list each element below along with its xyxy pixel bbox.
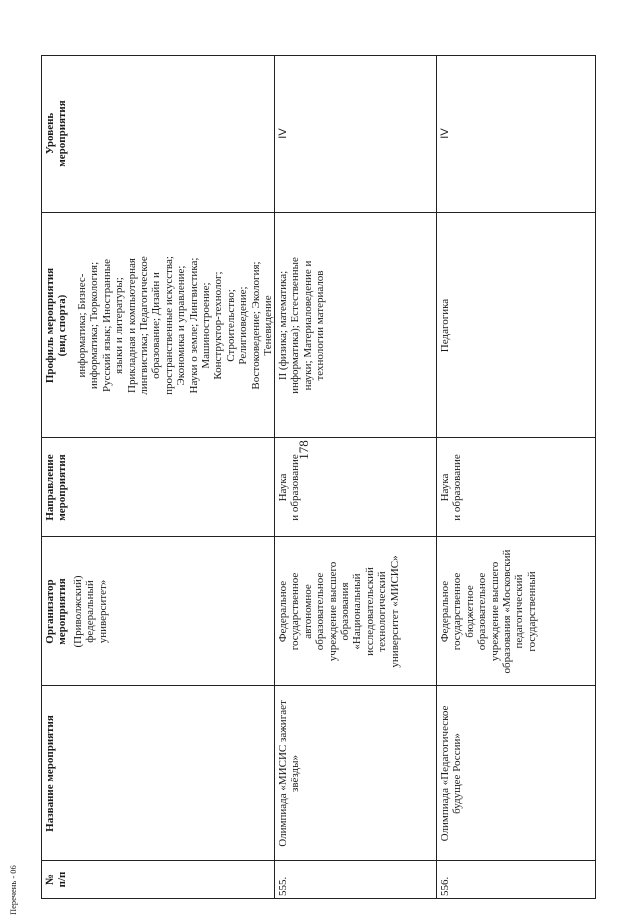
header-num: № п/п: [44, 871, 68, 888]
row555-organizer: Федеральное государственное автономное образовательное учреждение высшего образования «Национальный исследовательский технологический университет «МИСИС»: [277, 555, 401, 668]
row556-level: IV: [439, 128, 451, 139]
header-profile: Профиль мероприятия (вид спорта): [44, 267, 68, 384]
row555-direction: Наука и образование: [277, 454, 302, 521]
header-name: Название мероприятия: [44, 715, 56, 832]
row555-name: Олимпиада «МИСИС зажигает звёзды»: [277, 700, 302, 847]
row556-name: Олимпиада «Педагогическое будущее России»: [439, 705, 464, 842]
header-level: Уровень мероприятия: [44, 100, 68, 167]
row555-profile: II (физика; математика; информатика); Естественные науки; Материаловедение и технологии материалов: [277, 257, 327, 394]
events-table: [41, 55, 596, 899]
page-number: 178: [296, 440, 311, 460]
row556-direction: Наука и образование: [439, 454, 464, 521]
row-divider: [436, 56, 437, 898]
col-divider: [42, 860, 595, 861]
row556-profile: Педагогика: [439, 298, 451, 353]
footer-note: Перечень - 06: [8, 865, 18, 915]
row555-level: IV: [277, 128, 289, 139]
header-organizer: Организатор мероприятия: [44, 578, 68, 645]
row1-profile: информатика; Бизнес- информатика; Тюркология; Русский язык; Иностранные языки и литературы; Прикладная и компьютерная лингвистика; Педагогическое образование; Дизайн и пространственные искусства; Экономика и управление; Науки о земле; Лингвистика; Машиностроение; Конструктор-технолог; Строительство; Религиоведение; Востоковедение; Экология; Теневидение: [76, 256, 275, 395]
row555-num: 555.: [277, 876, 289, 896]
row556-num: 556.: [439, 876, 451, 896]
header-direction: Направление мероприятия: [44, 454, 68, 521]
row-divider: [274, 56, 275, 898]
row556-organizer: Федеральное государственное бюджетное образовательное учреждение высшего образования «Московский педагогический государственный: [439, 549, 538, 674]
row1-organizer: (Приволжский) федеральный университет»: [72, 575, 109, 648]
